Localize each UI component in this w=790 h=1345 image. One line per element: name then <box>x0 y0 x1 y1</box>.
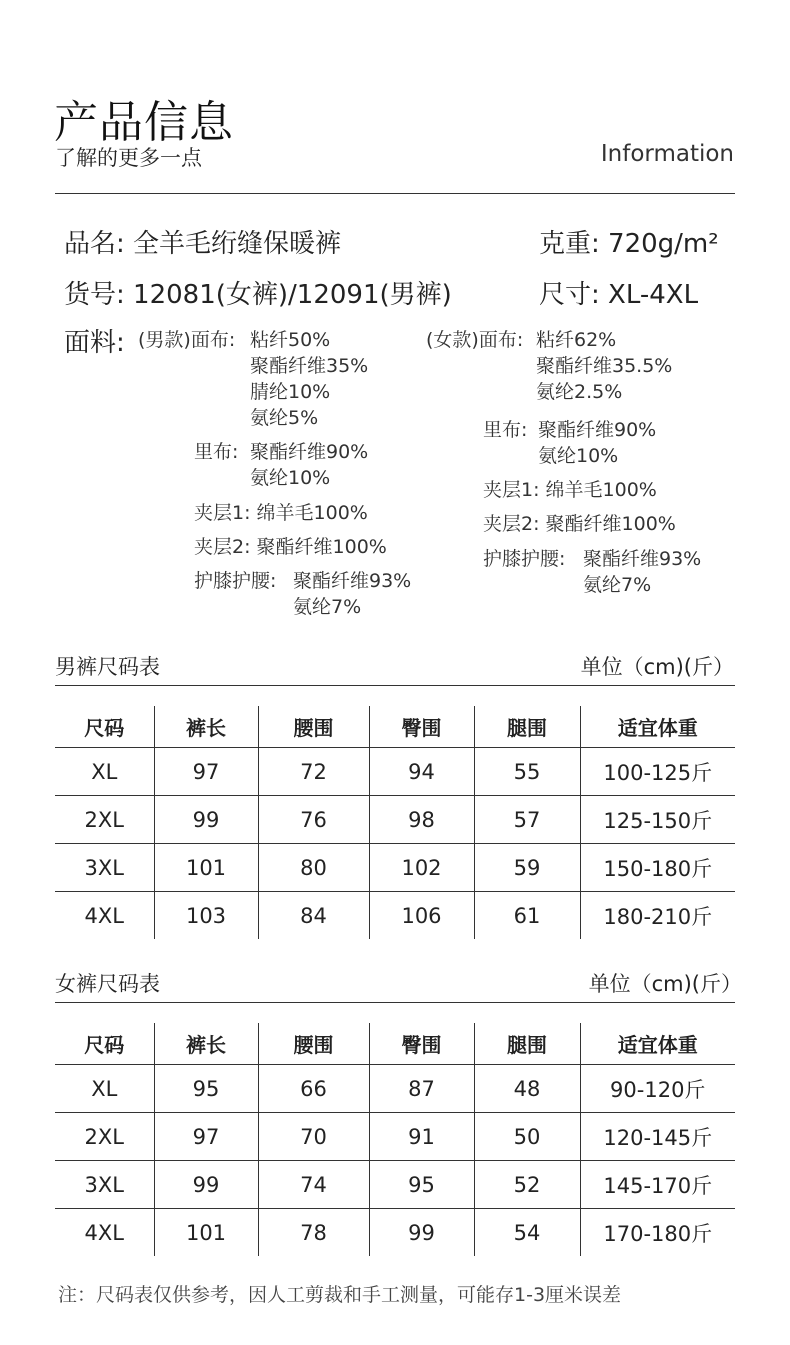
table-header-row <box>55 706 735 748</box>
composition-line: 氨纶5% <box>250 407 319 429</box>
table-cell: 101 <box>154 1209 258 1257</box>
table-cell: 4XL <box>55 892 154 940</box>
fabric-label: 面料: <box>64 328 125 358</box>
men-table-title: 男裤尺码表 <box>55 655 160 679</box>
composition-line: 聚酯纤维93% <box>293 570 412 592</box>
table-cell: 170-180斤 <box>580 1209 735 1257</box>
measurement-note: 注：尺码表仅供参考，因人工剪裁和手工测量，可能存1-3厘米误差 <box>58 1284 622 1306</box>
table-cell: XL <box>55 748 154 796</box>
table-header-row <box>55 1023 735 1065</box>
header-cell: 臀围 <box>369 706 474 748</box>
women-size-table <box>55 1023 735 1256</box>
table-cell: 101 <box>154 844 258 892</box>
table-cell: 50 <box>474 1113 580 1161</box>
table-row <box>55 796 735 844</box>
women-layer2 <box>483 511 676 537</box>
composition-line: 氨纶7% <box>583 574 652 596</box>
header-cell: 腿围 <box>474 706 580 748</box>
header-cell: 腿围 <box>474 1023 580 1065</box>
table-cell: 94 <box>369 748 474 796</box>
table-cell: 125-150斤 <box>580 796 735 844</box>
men-layer1 <box>194 500 368 526</box>
women-outer-composition <box>536 327 672 405</box>
composition-line: 氨纶10% <box>538 445 619 467</box>
composition-line: 粘纤62% <box>536 329 617 351</box>
table-cell: 59 <box>474 844 580 892</box>
women-layer1 <box>483 477 657 503</box>
header-cell: 尺码 <box>84 716 125 740</box>
table-cell: 2XL <box>55 796 154 844</box>
header-divider <box>55 193 735 194</box>
table-cell: XL <box>55 1065 154 1113</box>
english-heading: Information <box>600 141 734 167</box>
table-row <box>55 1161 735 1209</box>
size-value: XL-4XL <box>608 280 699 310</box>
women-table-divider <box>55 1002 735 1003</box>
women-lining-composition <box>538 417 656 469</box>
men-outer-label: (男款)面布: <box>138 329 236 351</box>
table-cell: 78 <box>258 1209 369 1257</box>
layer2-value: 聚酯纤维100% <box>545 513 676 535</box>
product-name <box>64 223 341 260</box>
men-guard-composition <box>293 568 411 620</box>
table-cell: 99 <box>154 1161 258 1209</box>
table-row <box>55 748 735 796</box>
table-cell: 100-125斤 <box>580 748 735 796</box>
table-cell: 3XL <box>55 1161 154 1209</box>
composition-line: 聚酯纤维35.5% <box>536 355 673 377</box>
layer2-label: 夹层2: <box>194 536 251 558</box>
men-lining-label: 里布: <box>194 441 239 463</box>
header-cell: 腰围 <box>258 1023 369 1065</box>
product-code <box>64 274 452 311</box>
women-lining-label: 里布: <box>483 419 528 441</box>
table-cell: 54 <box>474 1209 580 1257</box>
table-cell: 98 <box>369 796 474 844</box>
table-cell: 66 <box>258 1065 369 1113</box>
table-row <box>55 892 735 940</box>
code-label: 货号: <box>64 280 125 310</box>
table-cell: 61 <box>474 892 580 940</box>
table-cell: 120-145斤 <box>580 1113 735 1161</box>
table-cell: 102 <box>369 844 474 892</box>
header-cell: 适宜体重 <box>580 706 735 748</box>
composition-line: 聚酯纤维93% <box>583 548 702 570</box>
table-cell: 72 <box>258 748 369 796</box>
product-weight <box>539 223 719 260</box>
women-table-unit: 单位（cm)(斤） <box>588 972 742 996</box>
layer1-label: 夹层1: <box>483 479 540 501</box>
table-cell: 95 <box>154 1065 258 1113</box>
men-size-table <box>55 706 735 939</box>
table-row <box>55 1113 735 1161</box>
table-cell: 106 <box>369 892 474 940</box>
table-cell: 76 <box>258 796 369 844</box>
composition-line: 聚酯纤维35% <box>250 355 369 377</box>
women-guard-label: 护膝护腰: <box>483 548 566 570</box>
product-size <box>539 274 698 311</box>
size-label: 尺寸: <box>539 280 600 310</box>
header-cell: 适宜体重 <box>580 1023 735 1065</box>
men-lining-composition <box>250 439 368 491</box>
composition-line: 腈纶10% <box>250 381 331 403</box>
composition-line: 氨纶10% <box>250 467 331 489</box>
product-name-value: 全羊毛绗缝保暖裤 <box>133 229 342 259</box>
women-outer-label: (女款)面布: <box>426 329 524 351</box>
table-cell: 99 <box>154 796 258 844</box>
table-cell: 97 <box>154 748 258 796</box>
table-cell: 145-170斤 <box>580 1161 735 1209</box>
layer1-value: 绵羊毛100% <box>256 502 368 524</box>
composition-line: 氨纶7% <box>293 596 362 618</box>
table-cell: 87 <box>369 1065 474 1113</box>
women-table-title: 女裤尺码表 <box>55 972 160 996</box>
layer1-value: 绵羊毛100% <box>545 479 657 501</box>
composition-line: 氨纶2.5% <box>536 381 623 403</box>
table-cell: 2XL <box>55 1113 154 1161</box>
page-subtitle: 了解的更多一点 <box>55 146 202 170</box>
table-cell: 3XL <box>55 844 154 892</box>
table-cell: 70 <box>258 1113 369 1161</box>
men-guard-label: 护膝护腰: <box>194 570 277 592</box>
weight-label: 克重: <box>539 229 600 259</box>
table-cell: 84 <box>258 892 369 940</box>
men-outer-composition <box>250 327 368 431</box>
table-cell: 91 <box>369 1113 474 1161</box>
table-cell: 48 <box>474 1065 580 1113</box>
composition-line: 聚酯纤维90% <box>538 419 657 441</box>
table-cell: 103 <box>154 892 258 940</box>
layer2-label: 夹层2: <box>483 513 540 535</box>
header-cell: 尺码 <box>84 1033 125 1057</box>
composition-line: 粘纤50% <box>250 329 331 351</box>
product-name-label: 品名: <box>64 229 125 259</box>
header-cell: 臀围 <box>369 1023 474 1065</box>
table-cell: 4XL <box>55 1209 154 1257</box>
table-cell: 180-210斤 <box>580 892 735 940</box>
table-row <box>55 1209 735 1257</box>
header-cell: 腰围 <box>258 706 369 748</box>
layer1-label: 夹层1: <box>194 502 251 524</box>
table-cell: 80 <box>258 844 369 892</box>
code-value: 12081(女裤)/12091(男裤) <box>133 280 452 310</box>
men-layer2 <box>194 534 387 560</box>
men-table-divider <box>55 685 735 686</box>
table-cell: 95 <box>369 1161 474 1209</box>
composition-line: 聚酯纤维90% <box>250 441 369 463</box>
weight-value: 720g/m² <box>608 229 719 259</box>
men-table-unit: 单位（cm)(斤） <box>580 655 734 679</box>
table-row <box>55 844 735 892</box>
page-title: 产品信息 <box>54 97 234 148</box>
table-cell: 90-120斤 <box>580 1065 735 1113</box>
layer2-value: 聚酯纤维100% <box>256 536 387 558</box>
table-cell: 52 <box>474 1161 580 1209</box>
table-cell: 55 <box>474 748 580 796</box>
table-cell: 74 <box>258 1161 369 1209</box>
table-cell: 99 <box>369 1209 474 1257</box>
table-row <box>55 1065 735 1113</box>
table-cell: 57 <box>474 796 580 844</box>
header-cell: 裤长 <box>154 706 258 748</box>
table-cell: 150-180斤 <box>580 844 735 892</box>
header-cell: 裤长 <box>154 1023 258 1065</box>
women-guard-composition <box>583 546 701 598</box>
table-cell: 97 <box>154 1113 258 1161</box>
